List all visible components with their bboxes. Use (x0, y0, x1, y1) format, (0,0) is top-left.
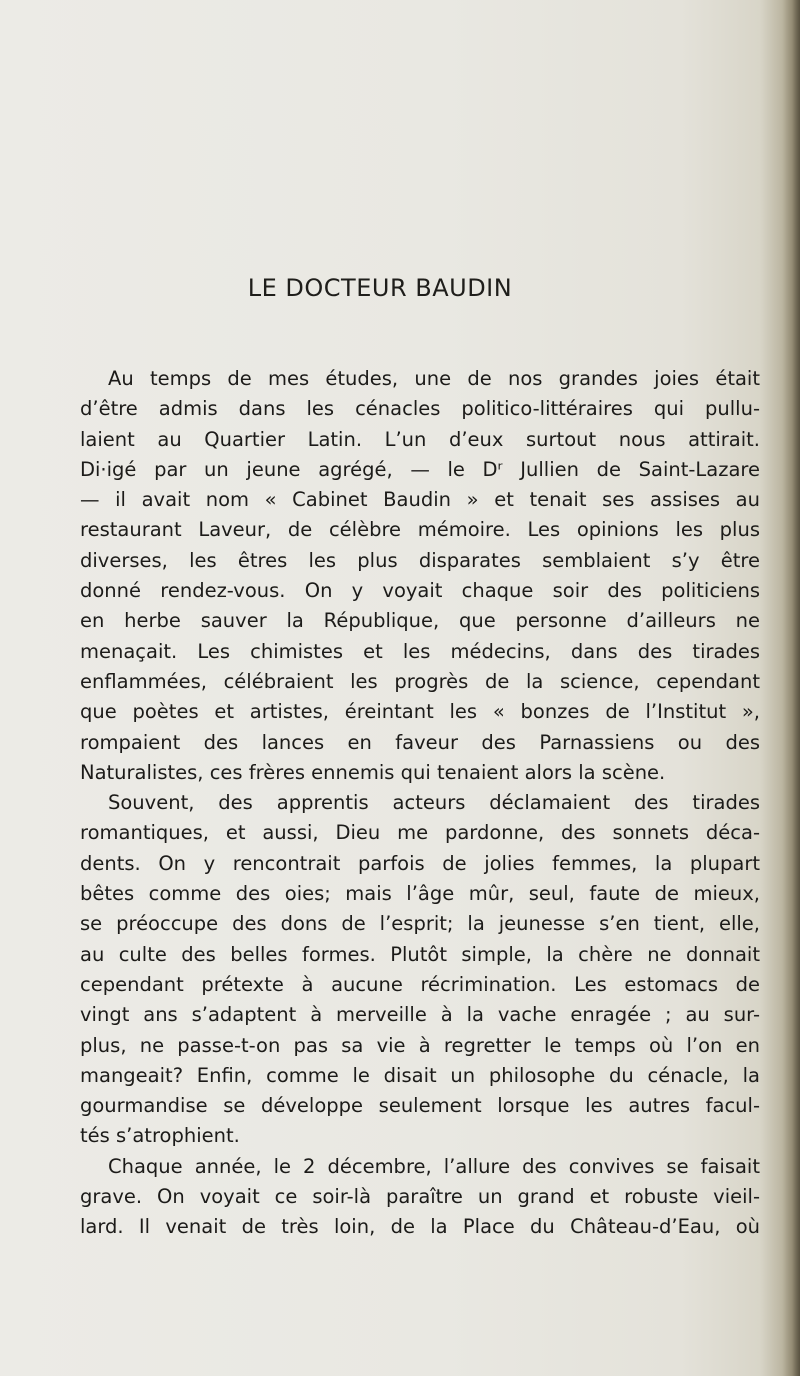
chapter-title: LE DOCTEUR BAUDIN (247, 274, 513, 303)
text-line: Au temps de mes études, une de nos grandes joies était (108, 367, 760, 390)
text-line: en herbe sauver la République, que personne d’ailleurs ne (80, 609, 760, 633)
text-line: dents. On y rencontrait parfois de jolies femmes, la plupart (80, 851, 760, 875)
text-line: romantiques, et aussi, Dieu me pardonne, des sonnets déca- (80, 821, 760, 845)
text-line: menaçait. Les chimistes et les médecins, dans des tirades (80, 639, 760, 663)
text-line: Souvent, des apprentis acteurs déclamaient des tirades (108, 791, 760, 815)
text-line: d’être admis dans les cénacles politico-littéraires qui pullu- (80, 397, 760, 421)
text-line: au culte des belles formes. Plutôt simple, la chère ne donnait (80, 942, 760, 966)
text-line: Di·igé par un jeune agrégé, — le Dʳ Jullien de Saint-Lazare (80, 457, 760, 481)
text-line: donné rendez-vous. On y voyait chaque soir des politiciens (80, 579, 760, 603)
text-line: gourmandise se développe seulement lorsque les autres facul- (80, 1094, 760, 1118)
text-line: Naturalistes, ces frères ennemis qui tenaient alors la scène. (80, 760, 666, 784)
text-line: laient au Quartier Latin. L’un d’eux surtout nous attirait. (80, 427, 760, 451)
text-line: plus, ne passe-t-on pas sa vie à regretter le temps où l’on en (80, 1033, 760, 1057)
text-line: — il avait nom « Cabinet Baudin » et tenait ses assises au (80, 488, 760, 512)
text-line: cependant prétexte à aucune récrimination. Les estomacs de (80, 972, 760, 996)
page-edge-shadow (782, 0, 800, 1376)
text-line: rompaient des lances en faveur des Parnassiens ou des (80, 730, 760, 754)
text-line: mangeait? Enfin, comme le disait un philosophe du cénacle, la (80, 1063, 760, 1087)
text-line: que poètes et artistes, éreintant les « bonzes de l’Institut », (80, 700, 760, 724)
text-line: restaurant Laveur, de célèbre mémoire. Les opinions les plus (80, 518, 760, 542)
text-line: grave. On voyait ce soir-là paraître un grand et robuste vieil- (80, 1185, 760, 1209)
text-line: se préoccupe des dons de l’esprit; la jeunesse s’en tient, elle, (80, 912, 760, 936)
text-line: enflammées, célébraient les progrès de la science, cependant (80, 669, 760, 693)
text-line: bêtes comme des oies; mais l’âge mûr, seul, faute de mieux, (80, 882, 760, 906)
text-line: Chaque année, le 2 décembre, l’allure des convives se faisait (108, 1154, 760, 1178)
text-line: vingt ans s’adaptent à merveille à la vache enragée ; au sur- (80, 1003, 760, 1027)
text-line: diverses, les êtres les plus disparates semblaient s’y être (80, 548, 760, 572)
text-line: lard. Il venait de très loin, de la Place du Château-d’Eau, où (80, 1215, 760, 1239)
text-line: tés s’atrophient. (80, 1124, 240, 1148)
body-text (80, 364, 760, 1243)
